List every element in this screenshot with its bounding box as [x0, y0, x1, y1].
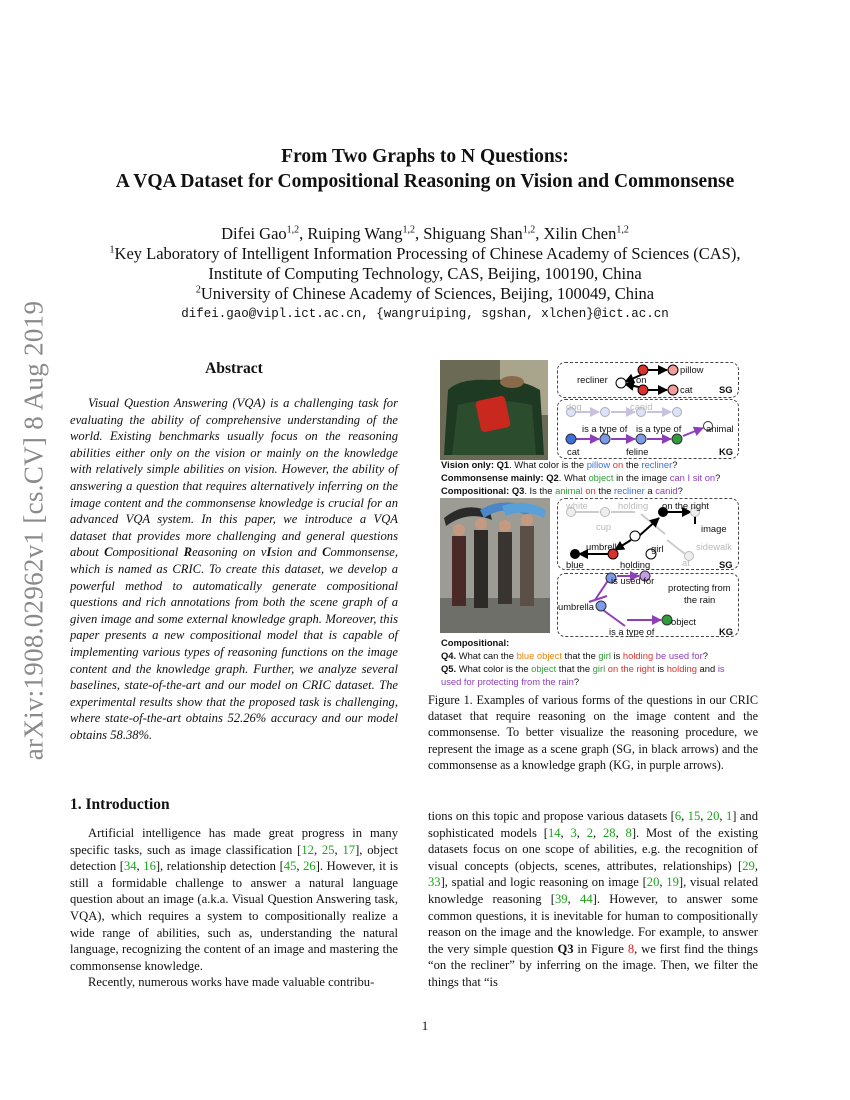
- citation[interactable]: 19: [666, 875, 679, 890]
- node-cat-kg: [566, 434, 576, 444]
- sg2-label-sidewalk: sidewalk: [696, 541, 732, 552]
- figure-photo-recliner: [440, 360, 548, 460]
- sg2-label-at: at: [682, 557, 690, 568]
- node-pillow: [668, 365, 678, 375]
- sg-label-cat: cat: [680, 384, 693, 395]
- sg2-tag: SG: [719, 559, 733, 570]
- node-on: [638, 385, 648, 395]
- citation[interactable]: 20: [646, 875, 660, 890]
- citation[interactable]: 16: [143, 859, 156, 874]
- kg-label-feline: feline: [626, 446, 649, 457]
- citation[interactable]: 28: [602, 825, 616, 840]
- affiliation-2: $^2$University of Chinese Academy of Sciences, Beijing, 100049, China: [195, 284, 655, 303]
- node-recliner: [616, 378, 626, 388]
- kg2-label-object: object: [671, 616, 697, 627]
- kg-edge-label: is a type of: [636, 423, 682, 434]
- author-emails: difei.gao@vipl.ict.ac.cn, {wangruiping, sgshan, xlchen}@ict.ac.cn: [181, 307, 669, 321]
- sg2-label-girl: girl: [651, 543, 664, 554]
- sg-label-on: on: [636, 374, 647, 385]
- sg2-label-blue: blue: [566, 559, 584, 570]
- citation[interactable]: 26: [303, 859, 316, 874]
- kg-label-canid: canid: [630, 401, 653, 412]
- citation[interactable]: 25: [321, 842, 335, 857]
- question-q1: Vision only: Q1. What color is the pillow on the recliner?: [441, 459, 678, 470]
- kg2-label-is-a-type-of: is a type of: [609, 626, 655, 637]
- kg-label-dog: dog: [566, 401, 582, 412]
- sg2-label-holding-top: holding: [618, 500, 649, 511]
- question-q5: Q5. What color is the object that the girl on the right is holding and is: [441, 663, 725, 674]
- intro-left-column: [70, 825, 398, 991]
- sg-tag: SG: [719, 384, 733, 395]
- sg2-label-white: white: [566, 500, 588, 511]
- author-name: Difei Gao: [221, 224, 287, 243]
- sg2-label-on-the-right: on the right: [662, 500, 709, 511]
- author-affiliation: 1,2: [402, 224, 415, 236]
- intro-paragraph-1: Artificial intelligence has made great progress in many specific tasks, such as image classification [12, 25, 17], object detection [34, 16], relationship detection [45, 26]. However, it is still a formidable challenge to answer a natural language question about an image (a.k.a. Visual Question Answering task, VQA), which requires a system to compositionally realize a wide range of abilities, such as, understanding the natural language, recognizing the content of an image and mastering the commonsense knowledge.: [70, 826, 399, 973]
- citation[interactable]: 17: [342, 842, 356, 857]
- citation[interactable]: 3: [570, 825, 577, 840]
- section-heading-introduction: 1. Introduction: [70, 796, 170, 813]
- question-q5-continued: used for protecting from the rain?: [441, 676, 580, 687]
- author-name: Shiguang Shan: [423, 224, 523, 243]
- figure-reference[interactable]: 8: [627, 941, 635, 956]
- citation[interactable]: 34: [123, 859, 137, 874]
- citation[interactable]: 8: [625, 825, 632, 840]
- intro-paragraph-continued: tions on this topic and propose various datasets [6, 15, 20, 1] and sophisticated models [14, 3, 2, 28, 8]. Most of the existing datasets focus on one scope of abilities, e.g. the recognition of visual concepts (objects, scenes, attributes, relationships) [29, 33], spatial and logic reasoning on image [20, 19], visual related knowledge reasoning [39, 44]. However, to answer some common questions, it is inevitable for human to compositionally reason on the image and the knowledge. For example, to answer the very simple question Q3 in Figure 8, we first find the things “on the recliner” by inferring on the image. Then, we filter the things that “is: [428, 809, 759, 989]
- citation[interactable]: 29: [742, 858, 755, 873]
- affiliation-1: $^1$Key Laboratory of Intelligent Information Processing of Chinese Academy of Sciences (CAS),: [109, 244, 741, 263]
- citation[interactable]: 14: [547, 825, 561, 840]
- umbrella-photo-illustration: [440, 498, 550, 633]
- sg-label-recliner: recliner: [577, 374, 608, 385]
- intro-right-column: [428, 808, 758, 991]
- author-affiliation: 1,2: [286, 224, 300, 236]
- page-number: 1: [421, 1018, 429, 1033]
- citation[interactable]: 33: [428, 875, 441, 890]
- kg2-label-is-used-for: is used for: [611, 575, 655, 586]
- kg2-tag: KG: [719, 626, 734, 637]
- paper-title-line1: From Two Graphs to N Questions:: [281, 146, 569, 167]
- kg-edge-label: is a type of: [582, 423, 628, 434]
- paper-title-line2: A VQA Dataset for Compositional Reasoning on Vision and Commonsense: [115, 171, 735, 192]
- intro-paragraph-2: Recently, numerous works have made valuable contribu-: [88, 975, 375, 990]
- kg-label-cat: cat: [567, 446, 580, 457]
- citation[interactable]: 20: [706, 809, 720, 823]
- author-name: Ruiping Wang: [307, 224, 403, 243]
- node-animal: [672, 434, 682, 444]
- node-umbrella: [570, 549, 580, 559]
- citation[interactable]: 39: [555, 891, 568, 906]
- question-q4: Q4. What can the blue object that the girl is holding be used for?: [441, 650, 708, 661]
- citation[interactable]: 44: [580, 891, 593, 906]
- node-feline: [600, 434, 610, 444]
- abstract-heading: Abstract: [205, 360, 263, 377]
- author-affiliation: 1,2: [522, 224, 536, 236]
- question-q2: Commonsense mainly: Q2. What object in the image can I sit on?: [441, 472, 721, 483]
- sg2-label-cup: cup: [596, 521, 612, 532]
- node-cat: [668, 385, 678, 395]
- kg2-label-the-rain: the rain: [684, 594, 716, 605]
- kg2-label-protecting: protecting from: [668, 582, 731, 593]
- citation[interactable]: 12: [301, 842, 314, 857]
- affiliation-1-line2: Institute of Computing Technology, CAS, Beijing, 100190, China: [208, 264, 642, 283]
- sg2-label-image: image: [701, 523, 727, 534]
- sg2-label-umbrella: umbrella: [586, 541, 622, 552]
- kg-label-animal: animal: [706, 423, 734, 434]
- kg-tag: KG: [719, 446, 734, 457]
- arxiv-id: arXiv:1908.02962v1 [cs.CV] 8 Aug 2019: [18, 300, 49, 760]
- node-umbrella-kg: [596, 601, 606, 611]
- citation[interactable]: 1: [725, 809, 733, 823]
- citation[interactable]: 2: [586, 825, 594, 840]
- recliner-photo-illustration: [440, 360, 548, 460]
- node-girl: [630, 531, 640, 541]
- author-list: Difei Gao$^{1,2}$, Ruiping Wang$^{1,2}$, Shiguang Shan$^{1,2}$, Xilin Chen$^{1,2}$: [221, 224, 629, 243]
- citation[interactable]: 6: [674, 809, 682, 823]
- figure-caption: Figure 1. Examples of various forms of the questions in our CRIC dataset that require reasoning on the image content and the commonsense. To better visualize the reasoning procedure, we represent the image as a scene graph (SG, in black arrows) and the commonsense as a knowledge graph (KG, in purple arrows).: [428, 693, 758, 772]
- citation[interactable]: 15: [687, 809, 701, 823]
- figure-photo-umbrella: [440, 498, 550, 633]
- author-affiliation: 1,2: [616, 224, 629, 236]
- citation[interactable]: 45: [283, 859, 297, 874]
- sg2-label-holding: holding: [620, 559, 651, 570]
- sg-label-pillow: pillow: [680, 364, 704, 375]
- kg2-label-umbrella: umbrella: [558, 601, 594, 612]
- arxiv-sidebar: [6, 290, 62, 770]
- compositional-label: Compositional:: [441, 637, 510, 648]
- question-q3: Compositional: Q3. Is the animal on the recliner a canid?: [441, 485, 683, 496]
- abstract-body: Visual Question Answering (VQA) is a challenging task for evaluating the ability of comprehensive understanding of the world. Existing benchmarks usually focus on the reasoning abilities either only on the vision or mainly on the knowledge with relatively simple abilities on vision. However, the ability of answering a question that requires alternatively inferring on the image content and the commonsense knowledge is crucial for an advanced VQA system. In this paper, we introduce a VQA dataset that provides more challenging and general questions about Compositional Reasoning on vIsion and Commonsense, which is named as CRIC. To create this dataset, we develop a powerful method to automatically generate compositional questions and rich annotations from both the scene graph of a given image and some external knowledge graph. Moreover, this paper presents a new compositional model that is capable of implementing various types of reasoning functions on the image content and the knowledge graph. Further, we analyze several baselines, state-of-the-art and our model on CRIC dataset. The experimental results show that the proposed task is challenging, where state-of-the-art obtains 52.26% accuracy and our model obtains 58.38%.: [70, 396, 398, 742]
- author-name: Xilin Chen: [543, 224, 617, 243]
